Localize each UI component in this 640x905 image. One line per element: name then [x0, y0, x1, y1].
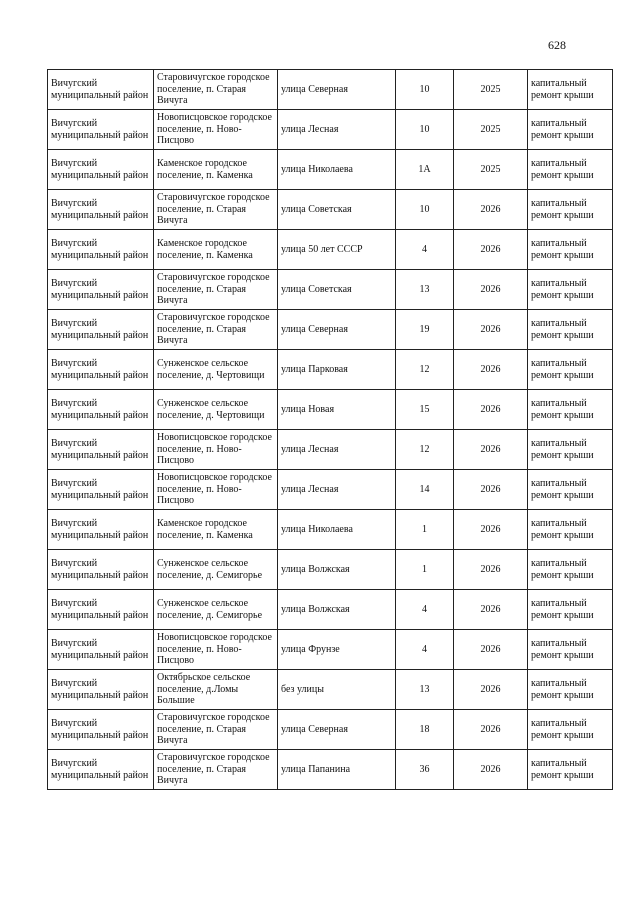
repair-schedule-table [47, 69, 613, 790]
work-type-cell: капитальный ремонт крыши [528, 310, 613, 350]
street-cell: улица Лесная [278, 430, 396, 470]
work-type-cell: капитальный ремонт крыши [528, 550, 613, 590]
settlement-cell: Сунженское сельское поселение, д. Чертовищи [154, 390, 278, 430]
table-row [48, 630, 613, 670]
district-cell: Вичугский муниципальный район [48, 110, 154, 150]
table-body [48, 70, 613, 790]
settlement-cell: Каменское городское поселение, п. Каменка [154, 230, 278, 270]
street-cell: улица Папанина [278, 750, 396, 790]
house-number-cell: 10 [396, 70, 454, 110]
year-cell: 2026 [454, 630, 528, 670]
district-cell: Вичугский муниципальный район [48, 630, 154, 670]
house-number-cell: 14 [396, 470, 454, 510]
year-cell: 2025 [454, 150, 528, 190]
table-row [48, 230, 613, 270]
year-cell: 2026 [454, 670, 528, 710]
work-type-cell: капитальный ремонт крыши [528, 710, 613, 750]
street-cell: улица Северная [278, 70, 396, 110]
settlement-cell: Новописцовское городское поселение, п. Ново-Писцово [154, 430, 278, 470]
district-cell: Вичугский муниципальный район [48, 190, 154, 230]
street-cell: улица Парковая [278, 350, 396, 390]
district-cell: Вичугский муниципальный район [48, 750, 154, 790]
table-row [48, 590, 613, 630]
street-cell: улица Волжская [278, 550, 396, 590]
work-type-cell: капитальный ремонт крыши [528, 270, 613, 310]
table-row [48, 110, 613, 150]
year-cell: 2026 [454, 590, 528, 630]
work-type-cell: капитальный ремонт крыши [528, 430, 613, 470]
year-cell: 2025 [454, 110, 528, 150]
table-row [48, 270, 613, 310]
work-type-cell: капитальный ремонт крыши [528, 230, 613, 270]
street-cell: улица Волжская [278, 590, 396, 630]
district-cell: Вичугский муниципальный район [48, 230, 154, 270]
table-row [48, 70, 613, 110]
table-row [48, 550, 613, 590]
settlement-cell: Старовичугское городское поселение, п. Старая Вичуга [154, 750, 278, 790]
street-cell: улица Советская [278, 190, 396, 230]
house-number-cell: 1А [396, 150, 454, 190]
district-cell: Вичугский муниципальный район [48, 590, 154, 630]
settlement-cell: Октябрьское сельское поселение, д.Ломы Большие [154, 670, 278, 710]
table-row [48, 750, 613, 790]
table-row [48, 190, 613, 230]
table-row [48, 310, 613, 350]
street-cell: улица Северная [278, 710, 396, 750]
house-number-cell: 15 [396, 390, 454, 430]
house-number-cell: 4 [396, 230, 454, 270]
year-cell: 2026 [454, 310, 528, 350]
work-type-cell: капитальный ремонт крыши [528, 590, 613, 630]
street-cell: улица Фрунзе [278, 630, 396, 670]
district-cell: Вичугский муниципальный район [48, 390, 154, 430]
settlement-cell: Новописцовское городское поселение, п. Ново-Писцово [154, 630, 278, 670]
district-cell: Вичугский муниципальный район [48, 270, 154, 310]
district-cell: Вичугский муниципальный район [48, 310, 154, 350]
year-cell: 2026 [454, 270, 528, 310]
street-cell: улица Новая [278, 390, 396, 430]
house-number-cell: 12 [396, 430, 454, 470]
district-cell: Вичугский муниципальный район [48, 70, 154, 110]
house-number-cell: 10 [396, 110, 454, 150]
work-type-cell: капитальный ремонт крыши [528, 750, 613, 790]
house-number-cell: 13 [396, 270, 454, 310]
work-type-cell: капитальный ремонт крыши [528, 70, 613, 110]
work-type-cell: капитальный ремонт крыши [528, 110, 613, 150]
settlement-cell: Сунженское сельское поселение, д. Чертовищи [154, 350, 278, 390]
house-number-cell: 10 [396, 190, 454, 230]
house-number-cell: 36 [396, 750, 454, 790]
settlement-cell: Старовичугское городское поселение, п. Старая Вичуга [154, 270, 278, 310]
settlement-cell: Старовичугское городское поселение, п. Старая Вичуга [154, 190, 278, 230]
settlement-cell: Старовичугское городское поселение, п. Старая Вичуга [154, 710, 278, 750]
page-number: 628 [548, 38, 566, 52]
table-row [48, 510, 613, 550]
street-cell: улица Советская [278, 270, 396, 310]
work-type-cell: капитальный ремонт крыши [528, 470, 613, 510]
district-cell: Вичугский муниципальный район [48, 350, 154, 390]
street-cell: улица Лесная [278, 470, 396, 510]
table-row [48, 430, 613, 470]
street-cell: улица Лесная [278, 110, 396, 150]
year-cell: 2025 [454, 70, 528, 110]
year-cell: 2026 [454, 470, 528, 510]
year-cell: 2026 [454, 750, 528, 790]
district-cell: Вичугский муниципальный район [48, 510, 154, 550]
table-row [48, 390, 613, 430]
house-number-cell: 13 [396, 670, 454, 710]
settlement-cell: Старовичугское городское поселение, п. Старая Вичуга [154, 310, 278, 350]
year-cell: 2026 [454, 350, 528, 390]
house-number-cell: 12 [396, 350, 454, 390]
table-row [48, 150, 613, 190]
year-cell: 2026 [454, 190, 528, 230]
district-cell: Вичугский муниципальный район [48, 430, 154, 470]
work-type-cell: капитальный ремонт крыши [528, 190, 613, 230]
settlement-cell: Каменское городское поселение, п. Каменка [154, 150, 278, 190]
work-type-cell: капитальный ремонт крыши [528, 670, 613, 710]
house-number-cell: 19 [396, 310, 454, 350]
work-type-cell: капитальный ремонт крыши [528, 350, 613, 390]
work-type-cell: капитальный ремонт крыши [528, 630, 613, 670]
house-number-cell: 1 [396, 550, 454, 590]
district-cell: Вичугский муниципальный район [48, 470, 154, 510]
settlement-cell: Старовичугское городское поселение, п. Старая Вичуга [154, 70, 278, 110]
work-type-cell: капитальный ремонт крыши [528, 150, 613, 190]
street-cell: без улицы [278, 670, 396, 710]
year-cell: 2026 [454, 430, 528, 470]
table-row [48, 710, 613, 750]
table-row [48, 470, 613, 510]
settlement-cell: Сунженское сельское поселение, д. Семигорье [154, 550, 278, 590]
year-cell: 2026 [454, 550, 528, 590]
settlement-cell: Каменское городское поселение, п. Каменка [154, 510, 278, 550]
street-cell: улица Николаева [278, 150, 396, 190]
street-cell: улица Николаева [278, 510, 396, 550]
table-row [48, 670, 613, 710]
settlement-cell: Новописцовское городское поселение, п. Ново-Писцово [154, 470, 278, 510]
year-cell: 2026 [454, 230, 528, 270]
table-row [48, 350, 613, 390]
district-cell: Вичугский муниципальный район [48, 710, 154, 750]
settlement-cell: Сунженское сельское поселение, д. Семигорье [154, 590, 278, 630]
year-cell: 2026 [454, 510, 528, 550]
year-cell: 2026 [454, 390, 528, 430]
house-number-cell: 4 [396, 630, 454, 670]
house-number-cell: 4 [396, 590, 454, 630]
settlement-cell: Новописцовское городское поселение, п. Ново-Писцово [154, 110, 278, 150]
district-cell: Вичугский муниципальный район [48, 670, 154, 710]
house-number-cell: 18 [396, 710, 454, 750]
year-cell: 2026 [454, 710, 528, 750]
work-type-cell: капитальный ремонт крыши [528, 390, 613, 430]
district-cell: Вичугский муниципальный район [48, 550, 154, 590]
house-number-cell: 1 [396, 510, 454, 550]
street-cell: улица 50 лет СССР [278, 230, 396, 270]
district-cell: Вичугский муниципальный район [48, 150, 154, 190]
work-type-cell: капитальный ремонт крыши [528, 510, 613, 550]
street-cell: улица Северная [278, 310, 396, 350]
